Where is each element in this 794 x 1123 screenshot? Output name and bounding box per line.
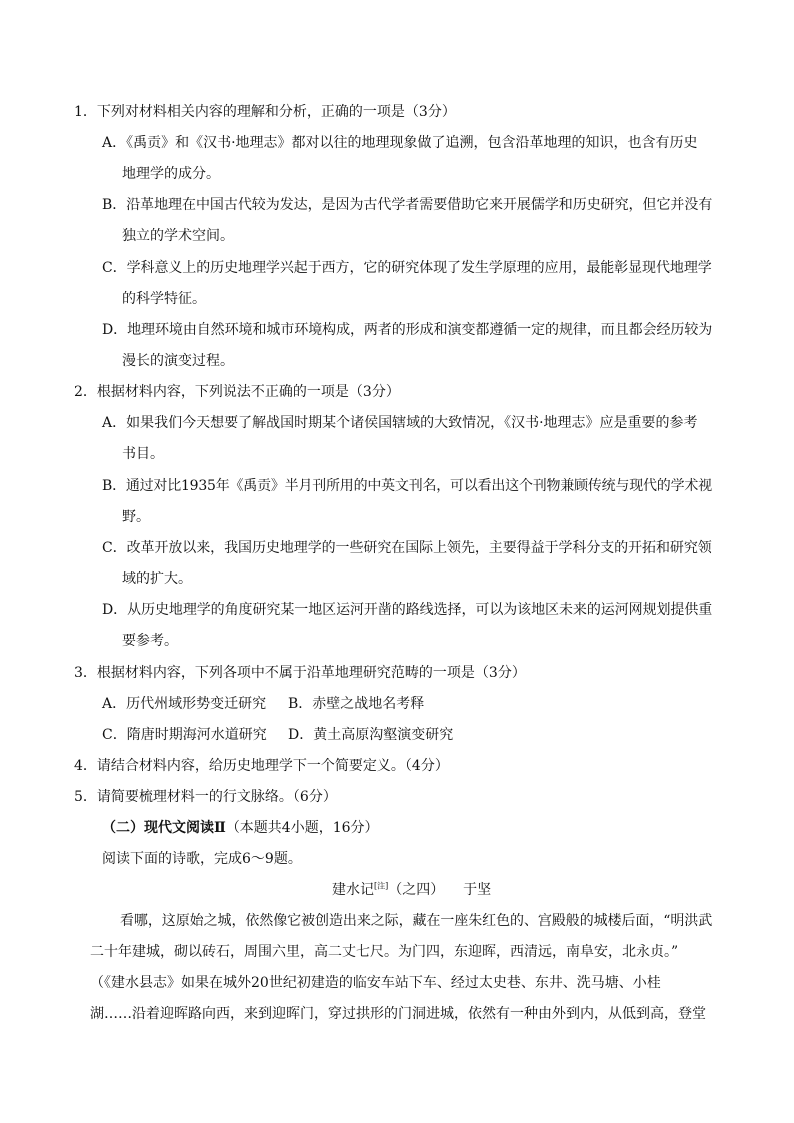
q2-stem: 2．根据材料内容，下列说法不正确的一项是（3分） bbox=[74, 384, 400, 400]
q3-option-a: A．历代州域形势变迁研究 bbox=[102, 696, 267, 712]
q1-option-a-cont: 地理学的成分。 bbox=[122, 166, 220, 182]
q2-option-c-cont: 域的扩大。 bbox=[122, 571, 192, 587]
q3-stem: 3．根据材料内容，下列各项中不属于沿革地理研究范畴的一项是（3分） bbox=[74, 665, 526, 681]
q2-option-a-cont: 书目。 bbox=[122, 446, 164, 462]
poem-line: （《建水县志》如果在城外20世纪初建造的临安车站下车、经过太史巷、东井、洗马塘、小桂 bbox=[90, 975, 661, 991]
poem-title-text: 建水记 bbox=[332, 882, 374, 898]
poem-line: 二十年建城，砌以砖石，周围六里，高二丈七尺。为门四，东迎晖，西清远，南阜安，北永贞。” bbox=[90, 944, 679, 960]
poem-line: 看哪，这原始之城，依然像它被创造出来之际，藏在一座朱红色的、宫殿般的城楼后面，“明洪武 bbox=[120, 913, 713, 929]
q1-option-a: A．《禹贡》和《汉书·地理志》都对以往的地理现象做了追溯，包含沿革地理的知识，也含有历史 bbox=[102, 135, 698, 151]
q3-option-c: C．隋唐时期海河水道研究 bbox=[102, 727, 267, 743]
section-note: （本题共4小题，16分） bbox=[225, 820, 379, 836]
q1-option-d: D．地理环境由自然环境和城市环境构成，两者的形成和演变都遵循一定的规律，而且都会经历较为 bbox=[102, 322, 713, 338]
q4-stem: 4．请结合材料内容，给历史地理学下一个简要定义。（4分） bbox=[74, 758, 449, 774]
section-title: （二）现代文阅读Ⅱ bbox=[102, 820, 226, 836]
q1-option-b: B．沿革地理在中国古代较为发达，是因为古代学者需要借助它来开展儒学和历史研究，但它并没有 bbox=[102, 197, 713, 213]
q5-stem: 5．请简要梳理材料一的行文脉络。（6分） bbox=[74, 789, 337, 805]
q2-option-c: C．改革开放以来，我国历史地理学的一些研究在国际上领先，主要得益于学科分支的开拓和研究领 bbox=[102, 540, 712, 556]
poem-line: 湖……沿着迎晖路向西，来到迎晖门，穿过拱形的门洞进城，依然有一种由外到内，从低到高，登堂 bbox=[90, 1006, 706, 1022]
q1-option-b-cont: 独立的学术空间。 bbox=[122, 228, 234, 244]
q2-option-a: A．如果我们今天想要了解战国时期某个诸侯国辖域的大致情况，《汉书·地理志》应是重要的参考 bbox=[102, 415, 698, 431]
q1-option-c: C．学科意义上的历史地理学兴起于西方，它的研究体现了发生学原理的应用，最能彰显现代地理学 bbox=[102, 260, 712, 276]
q3-option-b: B．赤壁之战地名考释 bbox=[288, 696, 425, 712]
q1-stem: 1．下列对材料相关内容的理解和分析，正确的一项是（3分） bbox=[74, 104, 456, 120]
poem-subtitle: （之四） bbox=[388, 882, 445, 898]
note-marker: [注] bbox=[374, 881, 389, 891]
reading-instruction: 阅读下面的诗歌，完成6～9题。 bbox=[102, 851, 302, 867]
poem-author: 于坚 bbox=[463, 882, 492, 898]
q2-option-b-cont: 野。 bbox=[122, 509, 150, 525]
section-heading bbox=[102, 818, 379, 838]
poem-title bbox=[332, 880, 491, 900]
q2-option-d: D．从历史地理学的角度研究某一地区运河开凿的路线选择，可以为该地区未来的运河网规划提供重 bbox=[102, 602, 713, 618]
q1-option-d-cont: 漫长的演变过程。 bbox=[122, 353, 234, 369]
q2-option-d-cont: 要参考。 bbox=[122, 633, 178, 649]
q3-option-d: D．黄土高原沟壑演变研究 bbox=[288, 727, 454, 743]
q1-option-c-cont: 的科学特征。 bbox=[122, 291, 206, 307]
q2-option-b: B．通过对比1935年《禹贡》半月刊所用的中英文刊名，可以看出这个刊物兼顾传统与现代的学术视 bbox=[102, 478, 712, 494]
